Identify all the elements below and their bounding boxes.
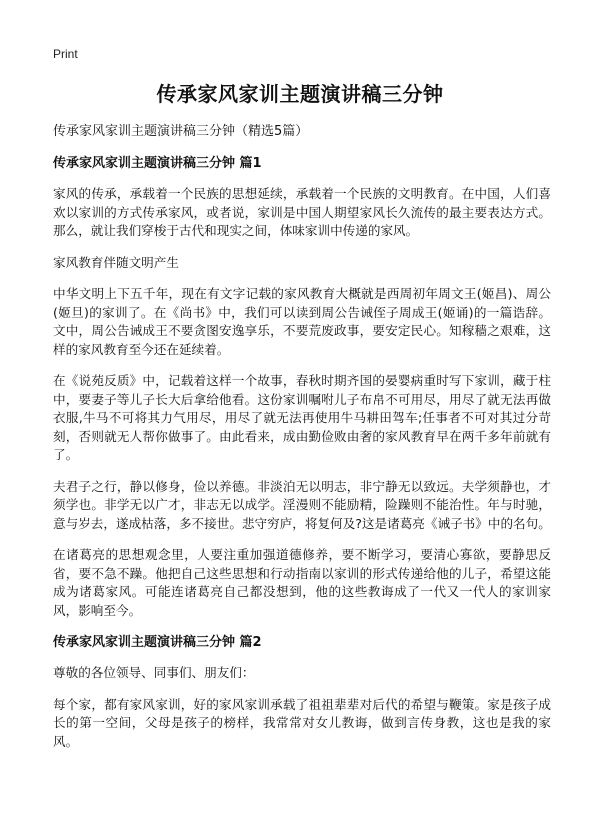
section-heading-1: 传承家风家训主题演讲稿三分钟 篇1 — [53, 156, 262, 171]
page-title: 传承家风家训主题演讲稿三分钟 — [156, 82, 444, 106]
paragraph: 在诸葛亮的思想观念里，人要注重加强道德修养，要不断学习，要清心寡欲，要静思反省，要不急不躁。他把自己这些思想和行动指南以家训的形式传递给他的儿子，希望这能成为诸葛家风。可能连诸葛亮自己都没想到，他的这些教诲成了一代又一代人的家训家风，影响至今。 — [53, 547, 551, 618]
paragraph: 中华文明上下五千年，现在有文字记载的家风教育大概就是西周初年周文王(姬昌)、周公(姬旦)的家训了。在《尚书》中，我们可以读到周公告诫侄子周成王(姬诵)的一篇诰辞。文中，周公告诫成王不要贪图安逸享乐，不要荒废政事，要安定民心。知稼穑之艰难，这样的家风教育至今还在延续着。 — [53, 286, 551, 357]
section-heading-2: 传承家风家训主题演讲稿三分钟 篇2 — [53, 635, 262, 650]
document-body — [53, 122, 551, 764]
section-subheading: 家风教育伴随文明产生 — [53, 254, 179, 270]
paragraph: 夫君子之行，静以修身，俭以养德。非淡泊无以明志，非宁静无以致远。夫学须静也，才须学也。非学无以广才，非志无以成学。淫漫则不能励精，险躁则不能治性。年与时驰，意与岁去，遂成枯落，多不接世。悲守穷庐，将复何及?这是诸葛亮《诫子书》中的名句。 — [53, 478, 551, 531]
paragraph: 在《说苑反质》中，记载着这样一个故事，春秋时期齐国的晏婴病重时写下家训，藏于柱中，要妻子等儿子长大后拿给他看。这份家训嘱咐儿子布帛不可用尽，用尽了就无法再做衣服,牛马不可将其力气用尽，用尽了就无法再使用牛马耕田驾车;任事者不可对其过分苛刻，否则就无人帮你做事了。由此看来，成由勤俭败由奢的家风教育早在两千多年前就有了。 — [53, 373, 551, 462]
greeting: 尊敬的各位领导、同事们、朋友们： — [53, 665, 255, 680]
document-subtitle: 传承家风家训主题演讲稿三分钟（精选5篇） — [53, 124, 309, 139]
print-link[interactable]: Print — [53, 47, 78, 61]
paragraph: 每个家，都有家风家训，好的家风家训承载了祖祖辈辈对后代的希望与鞭策。家是孩子成长的第一空间，父母是孩子的榜样，我常常对女儿教诲，做到言传身教，这也是我的家风。 — [53, 696, 551, 749]
paragraph: 家风的传承，承载着一个民族的思想延续，承载着一个民族的文明教育。在中国，人们喜欢以家训的方式传承家风，或者说，家训是中国人期望家风长久流传的最主要表达方式。那么，就让我们穿梭于古代和现实之间，体味家训中传递的家风。 — [53, 186, 551, 238]
